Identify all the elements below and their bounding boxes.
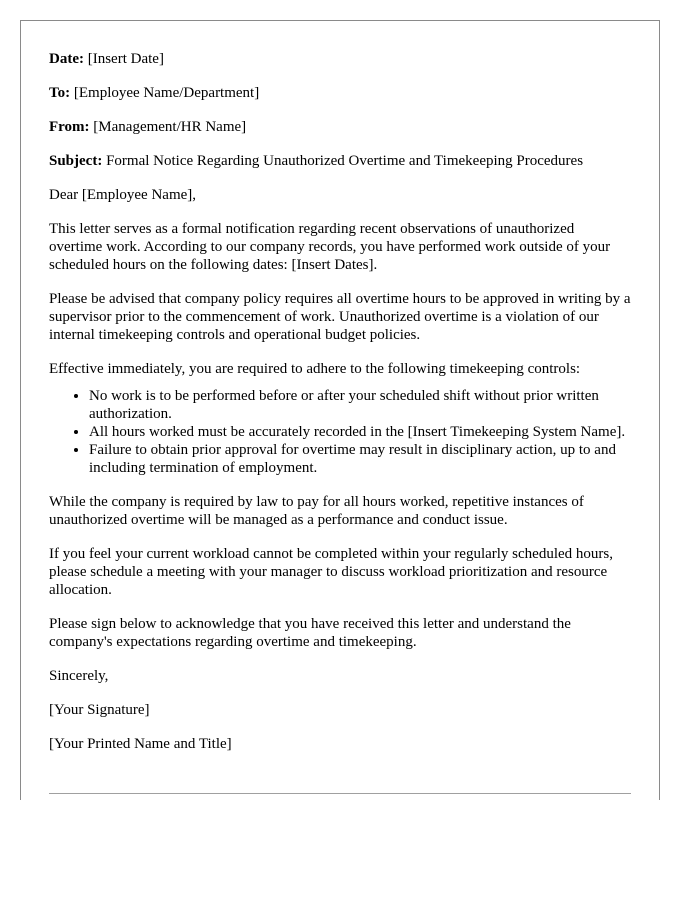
paragraph-payment: While the company is required by law to pay for all hours worked, repetitive instances of unauthorized overtime will be managed as a performance and conduct issue. (49, 494, 584, 528)
subject-label: Subject: (49, 153, 103, 169)
from-line (49, 118, 631, 136)
paragraph-policy: Please be advised that company policy requires all overtime hours to be approved in writing by a supervisor prior to the commencement of work. Unauthorized overtime is a violation of our internal timekeeping controls and operational budget policies. (49, 291, 631, 343)
subject-line (49, 152, 631, 170)
from-value: [Management/HR Name] (93, 119, 247, 135)
salutation: Dear [Employee Name], (49, 187, 197, 203)
to-line (49, 84, 631, 102)
paragraph-acknowledge: Please sign below to acknowledge that you have received this letter and understand the company's expectations regarding overtime and timekeeping. (49, 616, 571, 650)
letter-page (20, 20, 660, 800)
subject-value: Formal Notice Regarding Unauthorized Overtime and Timekeeping Procedures (106, 153, 584, 169)
to-value: [Employee Name/Department] (73, 85, 260, 101)
signature-placeholder: [Your Signature] (49, 702, 150, 718)
date-line (49, 50, 631, 68)
sign-off: Sincerely, (49, 668, 109, 684)
signature-divider (49, 793, 631, 794)
paragraph-workload: If you feel your current workload cannot be completed within your regularly scheduled hours, please schedule a meeting with your manager to discuss workload prioritization and resource allocation. (49, 546, 613, 598)
printed-name-placeholder: [Your Printed Name and Title] (49, 736, 232, 752)
controls-list (49, 387, 631, 477)
to-label: To: (49, 85, 71, 101)
paragraph-controls-intro: Effective immediately, you are required to adhere to the following timekeeping controls: (49, 361, 581, 377)
date-value: [Insert Date] (87, 51, 164, 67)
list-item: • Failure to obtain prior approval for overtime may result in disciplinary action, up to and including termination of employment. (89, 441, 631, 477)
list-item: • All hours worked must be accurately recorded in the [Insert Timekeeping System Name]. (89, 423, 631, 441)
list-item: • No work is to be performed before or after your scheduled shift without prior written authorization. (89, 387, 631, 423)
from-label: From: (49, 119, 90, 135)
date-label: Date: (49, 51, 84, 67)
paragraph-notification: This letter serves as a formal notification regarding recent observations of unauthorized overtime work. According to our company records, you have performed work outside of your scheduled hours on the following dates: [Insert Dates]. (49, 221, 611, 273)
